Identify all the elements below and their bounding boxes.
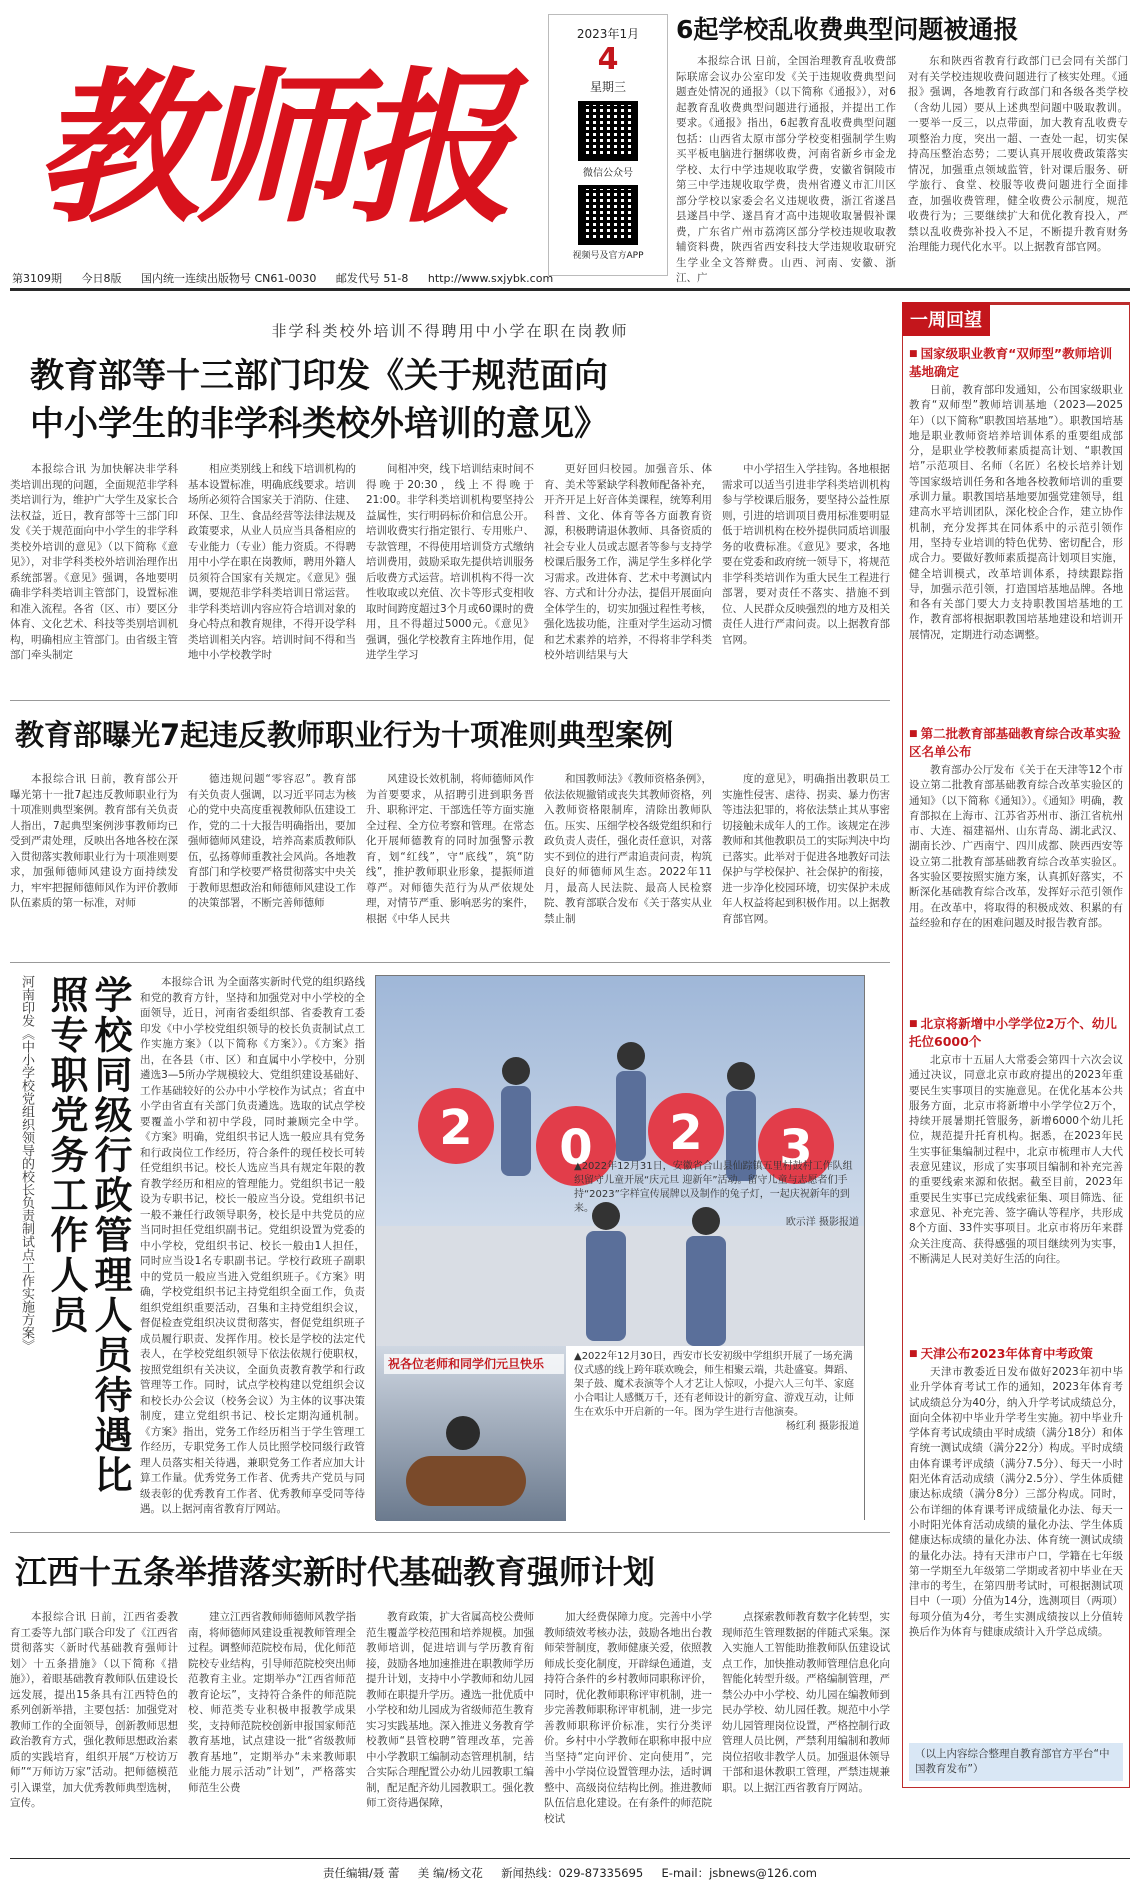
footer-email[interactable]: E-mail：jsbnews@126.com <box>661 1866 818 1880</box>
photo-caption-1-block <box>574 1160 859 1230</box>
date-box <box>548 14 668 276</box>
jiangxi-col5: 点探索教师教育数字化转型，实现师范生管理数据的伴随式采集。深入实施人工智能助推教师队伍建设试点工作，加快推动教师管理信息化向智能化转型升级。严格编制管理，严禁公办中小学校、幼儿园在编教师到民办学校、幼儿园任教。规范中小学幼儿园管理岗位设置，严格控制行政管理人员比例，严禁利用编制和教师岗位招收非教学人员。加强退休领导干部和退休教职工管理，严禁违规兼职。以上据江西省教育厅网站。 <box>722 1611 890 1794</box>
divider <box>10 962 890 963</box>
photo-block <box>375 975 865 1520</box>
footer-designer: 美 编/杨文花 <box>417 1866 483 1880</box>
top-story-col1: 本报综合讯 日前，全国治理教育乱收费部际联席会议办公室印发《关于违规收费典型问题查处情况的通报》（以下简称《通报》），对6起教育乱收费典型问题进行通报，并提出工作要求。《通报》指出，6起教育乱收费典型问题包括：山西省太原市部分学校变相强制学生购买平板电脑进行捆绑收费，河南省新乡市金龙学校、太行中学违规收取学费，安徽省铜陵市第三中学违规收取学费，贵州省遵义市汇川区部分学校以家委会名义违规收费，浙江省遂昌县遂昌中学、遂昌育才高中违规收取暑假补课费，广东省广州市荔湾区部分学校违规收取教辅资料费，陕西省西安科技大学违规收取研究生学业全文答辩费。山西、河南、安徽、浙江、广 <box>676 55 896 284</box>
training-col5: 中小学招生入学挂钩。各地根据需求可以适当引进非学科类培训机构参与学校课后服务，要坚持公益性原则，引进的培训项目费用标准要明显低于培训机构在校外提供同质培训服务的收费标准。《意见》要求，各地要在党委和政府统一领导下，将规范非学科类培训作为重大民生工程进行部署，要对责任不落实、措施不到位、人民群众反映强烈的地方及相关责任人进行严肃问责。以上据教育部官网。 <box>722 463 890 646</box>
training-col2: 相应类别线上和线下培训机构的基本设置标准，明确底线要求。培训场所必须符合国家关于消防、住建、环保、卫生、食品经营等法律法规及政策要求，从业人员应当具备相应的专业能力（专业）能力资质。不得聘用中小学在职在岗教师，聘用外籍人员须符合国家有关规定。《意见》强调，要规范非学科类培训日常运营。非学科类培训内容应符合培训对象的身心特点和教育规律，不得开设学科类培训相关内容。培训时间不得和当地中小学校教学时 <box>188 463 356 661</box>
app-qr-code[interactable] <box>578 185 638 245</box>
sidebar-item <box>903 1339 1129 1724</box>
svg-text:2: 2 <box>439 1100 473 1156</box>
teachers-col5: 度的意见》，明确指出教职员工实施性侵害、虐待、拐卖、暴力伤害等违法犯罪的，将依法禁止其从事密切接触未成年人的工作。该规定在涉教师和其他教职员工的实际判决中均已落实。此举对于促进各地教好司法保护与学校保护、社会保护的衔接，进一步净化校园环境，切实保护未成年人权益将起到积极作用。以上据教育部官网。 <box>722 773 890 925</box>
training-kicker: 非学科类校外培训不得聘用中小学在职在岗教师 <box>271 322 629 340</box>
cn-number: 国内统一连续出版物号 CN61-0030 <box>141 272 317 285</box>
jiangxi-col4: 加大经费保障力度。完善中小学教师绩效考核办法，鼓励各地出台教师荣誉制度，教师健康关爱，依照教师成长变化制度，开辟绿色通道，支持符合条件的乡村教师同职称评价，同时，优化教师职称评审机制，进一步完善教师职称评审机制，进一步完善教师职称评价标准，实行分类评价。乡村中小学教师在职称申报中应当坚持“定向评价、定向使用”，完善中小学岗位设置管理办法，适时调整中、高级岗位结构比例。推进教师队伍信息化建设。在有条件的师范院校试 <box>544 1611 712 1825</box>
footer-rule <box>10 1858 1130 1859</box>
student-head <box>446 1416 480 1450</box>
photo-credit-1: 欧示洋 摄影报道 <box>785 1217 859 1228</box>
issue-number: 第3109期 <box>12 272 62 285</box>
divider <box>10 1532 890 1533</box>
sidebar-item-text: 日前，教育部印发通知，公布国家级职业教育“双师型”教师培训基地（2023—2025年）（以下简称“职教国培基地”）。职教国培基地是职业教师资培养培训体系的重要组成部分，是职业学校教师素质提高计划、“职教国培”示范项目、名师（名匠）名校长培养计划等国家级培训任务和各地各校教师培训的重要承训力量。职教国培基地要加强党建领导，组建高水平培训团队，深化校企合作，建立协作机制，充分发挥其在同体系中的示范引领作用，坚持专业培训的特色优势、密切配合，形成合力。要做好教师素质提高计划项目实施，健全培训模式，改革培训体系，持续跟踪指导，加强示范引领，打造国培基地品牌。各地和各有关部门要大力支持职教国培基地的工作，教育部将根据职教国培基地建设和培训开展情况，定期进行动态调整。 <box>909 384 1123 641</box>
sidebar-item-title[interactable]: ■ 北京将新增中小学学位2万个、幼儿托位6000个 <box>903 1009 1129 1053</box>
date-year-month: 2023年1月 <box>576 27 640 41</box>
jiangxi-headline: 江西十五条举措落实新时代基础教育强师计划 <box>15 1553 656 1591</box>
teachers-headline: 教育部曝光7起违反教师职业行为十项准则典型案例 <box>15 718 674 752</box>
top-story <box>676 14 1131 284</box>
sidebar-source-note: （以上内容综合整理自教育部官方平台“中国教育发布”） <box>909 1743 1123 1781</box>
photo-credit-2: 杨红利 摄影报道 <box>785 1421 859 1432</box>
new-year-banner: 祝各位老师和同学们元旦快乐 <box>384 1354 564 1374</box>
guitar-student-photo <box>376 1346 566 1521</box>
newspaper-logo: 教师报 <box>34 50 506 245</box>
teachers-col3: 风建设长效机制，将师德师风作为首要要求，从招聘引进到职务晋升、职称评定、干部选任等方面实施全过程、全方位考察和管理。在常态化开展师德教育的同时加强警示教育，划“红线”，守“底线”，筑“防线”，推护教师职业形象，提振师道尊严。对师德失范行为从严依规处理，对情节严重、影响恶劣的案件，根据《中华人民共 <box>366 773 534 925</box>
photo-caption-2-block <box>574 1350 859 1434</box>
sidebar-item <box>903 1009 1129 1339</box>
training-headline: 教育部等十三部门印发《关于规范面向 中小学生的非学科类校外培训的意见》 <box>30 356 608 444</box>
guitar-photo-area <box>376 1161 864 1521</box>
teachers-col1: 本报综合讯 日前，教育部公开曝光第十一批7起违反教师职业行为十项准则典型案例。教育部有关负责人指出，7起典型案例涉事教师均已受到严肃处理，反映出各地各校在深入贯彻落实教师职业行为十项准则要求，加强师德师风建设方面持续发力，牢牢把握师德师风作为评价教师队伍素质的第一标准，对师 <box>10 773 178 909</box>
training-body <box>10 462 890 684</box>
sidebar-item-text: 教育部办公厅发布《关于在天津等12个市设立第二批教育部基础教育综合改革实验区的通知》（以下简称《通知》）。《通知》明确，教育部拟在上海市、江苏省苏州市、浙江省杭州市、大连、福建福州、山东青岛、湖北武汉、湖南长沙、广西南宁、四川成都、陕西西安等设立第二批教育部基础教育综合改革实验区。各实验区要按照实施方案，认真抓好落实，不断深化基础教育综合改革，发挥好示范引领作用。在改革中，将取得的积极成效、积累的有益经验和存在的困难问题及时报告教育部。 <box>909 764 1123 929</box>
qr1-label: 微信公众号 <box>583 168 633 179</box>
footer-hotline: 新闻热线：029-87335695 <box>501 1866 644 1880</box>
top-story-col2: 东和陕西省教育行政部门已会同有关部门对有关学校违规收费问题进行了核实处理。《通报》强调，各地教育行政部门和各级各类学校（含幼儿园）要从上述典型问题中吸取教训。一要举一反三，以点带面，加大教育乱收费专项整治力度，突出一超、一查处一起，切实保持高压整治态势；二要认真开展收费政策落实情况，加强重点领域监管，针对课后服务、研学旅行、食堂、校服等收费问题进行全面排查，加强收费管理，健全收费公示制度，规范收费行为；三要继续扩大和优化教育投入，严禁以乱收费弥补投入不足，不断提升教育财务治理能力现代化水平。以上据教育部官网。 <box>908 55 1128 253</box>
website-link[interactable]: http://www.sxjybk.com <box>427 272 554 285</box>
page-count: 今日8版 <box>81 272 122 285</box>
jiangxi-body <box>10 1610 890 1850</box>
sidebar-item-title[interactable]: ■ 天津公布2023年体育中考政策 <box>903 1339 1129 1365</box>
weekday: 星期三 <box>589 80 626 94</box>
svg-text:2: 2 <box>669 1105 703 1161</box>
footer-editor: 责任编辑/聂 蕾 <box>322 1866 400 1880</box>
teachers-body <box>10 772 890 952</box>
training-col1: 本报综合讯 为加快解决非学科类培训出现的问题，全面规范非学科类培训行为，维护广大学生及家长合法权益，近日，教育部等十三部门印发《关于规范面向中小学生的非学科类校外培训的意见》（以下简称《意见》），对非学科类校外培训治理作出系统部署。《意见》强调，各地要明确非学科类培训主管部门，设置标准和准入流程。各省（区、市）要区分体育、文化艺术、科技等类别培训机构，明确相应主管部门。由省级主管部门牵头制定 <box>10 463 178 661</box>
sidebar-tab-label: 一周回望 <box>902 302 990 336</box>
henan-body: 本报综合讯 为全面落实新时代党的组织路线和党的教育方针，坚持和加强党对中小学校的全面领导，近日，河南省委组织部、省委教育工委印发《中小学校党组织领导的校长负责制试点工作实施方案》（以下简称《方案》）。《方案》指出，在各县（市、区）和直属中小学校中，分别遴选3—5所办学规模较大、党组织建设基础好、工作基础较好的公办中小学校作为试点；省直中小学由省直有关部门负责遴选。选取的试点学校要覆盖小学和初中学段，同时兼顾完全中学。《方案》明确，党组织书记人选一般应具有党务和行政岗位工作经历，符合条件的现任校长可转任党组织书记。校长人选应当具有规定年限的教育教学经历和相应的管理能力。党组织书记一般设为专职书记，校长一般应当分设。党组织书记一般不兼任行政领导职务，校长是中共党员的应当同时担任党组织副书记。党组织设置为党委的中小学校，党组织书记、校长一般由1人担任，同时应当设1名专职副书记。学校行政班子副职中的党员一般应当进入党组织班子。《方案》明确，学校党组织书记主持党组织全面工作，负责组织党组织重要活动，召集和主持党组织会议，督促检查党组织决议贯彻落实，督促党组织班子成员履行职责、发挥作用。校长是学校的法定代表人，在学校党组织领导下依法依规行使职权，按照党组织有关决议，全面负责教育教学和行政管理等工作。同时，试点学校构建以党组织会议和校长办公会议（校务会议）为主体的议事决策制度，建立党组织书记、校长定期沟通机制。《方案》指出，党务工作经历相当于学生管理工作经历，专职党务工作人员比照学校同级行政管理人员落实相关待遇，兼职党务工作者应加大计算工作量。优秀党务工作者、优秀共产党员与同级表彰的优秀教育工作者、优秀教师享受同等待遇。以上据河南省教育厅网站。 <box>140 976 365 1515</box>
photo-caption-1: ▲2022年12月31日，安徽省合山县仙踪镇五里村鼓村工作队组织留守儿童开展“庆元旦 迎新年”活动。留守儿童与志愿者们手持“2023”字样宣传展牌以及制作的兔子灯，一起庆祝新年的到来。 <box>574 1161 853 1214</box>
sidebar-item-title[interactable]: ■ 第二批教育部基础教育综合改革实验区名单公布 <box>903 719 1129 763</box>
top-story-headline: 6起学校乱收费典型问题被通报 <box>676 15 1019 44</box>
footer <box>0 1865 1140 1890</box>
jiangxi-col1: 本报综合讯 日前，江西省委教育工委等九部门联合印发了《江西省贯彻落实〈新时代基础教育强师计划〉十五条措施》（以下简称《措施》），着眼基础教育教师队伍建设长远发展，提出15条具有江西特色的系列创新举措，主要包括：加强党对教师工作的全面领导，创新教师思想政治教育方式，强化教师思想政治素质的实践培育，组织开展“万校访万师”“万师访万家”活动。把师德模范引入课堂，加大优秀教师典型选树，宣传。 <box>10 1611 178 1809</box>
photo-caption-2: ▲2022年12月30日，西安市长安初级中学组织开展了一场充满仪式感的线上跨年联欢晚会，师生相聚云端，共赴盛宴。舞蹈、架子鼓、魔术表演等个人才艺让人惊叹，小提六人三句半、家庭小合唱让人感慨万千，还有老师设计的新穷盒、游戏互动，让师生在欢乐中开启新的一年。图为学生进行吉他演奏。 <box>574 1351 854 1418</box>
jiangxi-col2: 建立江西省教师师德师风教学指南，将师德师风建设重视教师管理全过程。调整师范院校布局，优化师范院校专业结构，引导师范院校突出师范教育主业。定期举办“江西省师范教育论坛”，支持符合条件的师范院校、师范类专业积极申报教学成果奖，支持师范院校创新申报国家师范教育基地，试点建设一批“省级教师教育基地”，定期举办“未来教师职业能力展示活动”计划”，严格落实师范生公费 <box>188 1611 356 1794</box>
sidebar-item-text: 北京市十五届人大常委会第四十六次会议通过决议，同意北京市政府提出的2023年重要民生实事项目的实施意见。在优化基本公共服务方面，北京市将新增中小学学位2万个，持续开展暑期托管服务，新增6000个幼儿托位，规范提升托育机构。据悉，在2023年民生实事征集编制过程中，北京市梳理市人大代表意见建议，形成了实事项目编制和补充完善的重要线索来源和依据。截至目前，2023年重要民生实事已完成线索征集、项目筛选、征求意见、补充完善、签字确认等程序，共形成8个方面、33件实事项目。北京市将历年来群众关注度高、获得感强的项目继续列为实事，不断满足人民对美好生活的向往。 <box>909 1054 1123 1265</box>
training-col3: 间相冲突，线下培训结束时间不得晚于20:30，线上不得晚于21:00。非学科类培训机构要坚持公益属性，实行明码标价和信息公开。培训收费实行指定银行、专用账户、专款管理，不得使用培训贷方式缴纳培训费用，鼓励采取先提供培训服务后收费方式运营。培训机构不得一次性收取或以充值、次卡等形式变相收取时间跨度超过3个月或60课时的费用，且不得超过5000元。《意见》强调，强化学校教育主阵地作用，促进学生学习 <box>366 463 534 661</box>
wechat-qr-code[interactable] <box>578 101 638 161</box>
jiangxi-col3: 教育政策，扩大省属高校公费师范生覆盖学校范围和培养规模。加强教师培训，促进培训与学历教育衔接，鼓励各地加速推进在职教师学历提升计划，支持中小学教师和幼儿园教师在职提升学历。遴选一批优质中小学校和幼儿园成为省级师范生教育实习实践基地。深入推进义务教育学校教师“县管校聘”管理改革，完善中小学教职工编制动态管理机制，结合实际合理配置公办幼儿园教职工编制，配足配齐幼儿园教职工。强化教师工资待遇保障， <box>366 1611 534 1809</box>
issue-info-line <box>12 270 1122 286</box>
guitar-icon <box>406 1456 526 1506</box>
masthead-rule <box>10 288 1130 291</box>
teachers-col2: 德违规问题“零容忍”。教育部有关负责人强调，以习近平同志为核心的党中央高度重视教师队伍建设工作，党的二十大报告明确指出，要加强师德师风建设，培养高素质教师队伍，弘扬尊师重教社会风尚。各地教育部门和学校要严格贯彻落实中央关于教师思想政治和师德师风建设工作的决策部署，不断完善师德师 <box>188 773 356 909</box>
training-col4: 更好回归校园。加强音乐、体育、美术等紧缺学科教师配备补充，开齐开足上好音体美课程，统筹利用科普、文化、体育等各方面教育资源，积极聘请退休教师、具备资质的社会专业人员或志愿者等参与支持学校课后服务工作，满足学生多样化学习需求。改进体育、艺术中考测试内容、方式和计分办法，提倡开展面向全体学生的，切实加强过程性考核，强化选拔功能，注重对学生运动习惯和艺术素养的培养，不得将非学科类校外培训结果与大 <box>544 463 712 661</box>
sidebar-tab <box>902 302 990 336</box>
svg-text:0: 0 <box>559 1120 593 1176</box>
teachers-col4: 和国教师法》《教师资格条例》，依法依规撤销或丧失其教师资格，列入教师资格限制库，清除出教师队伍。压实、压细学校各级党组织和行政负责人责任，强化责任意识，对落实不到位的进行严肃追责问责，构筑良好的师德师风生态。2022年11月，最高人民法院、最高人民检察院、教育部联合发布《关于落实从业禁止制 <box>544 773 712 925</box>
henan-headline: 学校同级行政管理人员待遇比照专职党务工作人员 <box>44 975 132 1495</box>
svg-text:3: 3 <box>779 1120 813 1176</box>
sidebar-item-title[interactable]: ■ 国家级职业教育“双师型”教师培训基地确定 <box>903 339 1129 383</box>
sidebar-item-text: 天津市教委近日发布做好2023年初中毕业升学体育考试工作的通知，2023年体育考试成绩总分为40分，纳入升学考试成绩总分，面向全体初中毕业升学考生实施。初中毕业升学体育考试成绩由平时成绩（满分18分）和体育统一测试成绩（满分22分）构成。平时成绩由体育课考评成绩（满分7.5分）、每天一小时阳光体育活动成绩（满分2.5分）、学生体质健康达标成绩（满分8分）三部分构成。同时，公布详细的体育课考评成绩量化办法、每天一小时阳光体育活动成绩的量化办法、学生体质健康达标成绩的量化办法、体育统一测试成绩的量化办法。持有天津市户口，学籍在七年级第一学期至九年级第二学期或者初中毕业在天津市的考生，在第四册考试时，可根据测试项目中（一项）分值为14分，选测项目（两项）每项分值为4分，考生实测成绩按以上分值转换后作为体育与健康成绩计入升学总成绩。 <box>909 1366 1123 1639</box>
sidebar-item <box>903 339 1129 719</box>
qr2-label: 视频号及官方APP <box>572 251 644 261</box>
postal-code: 邮发代号 51-8 <box>335 272 409 285</box>
sidebar-item <box>903 719 1129 1009</box>
date-day: 4 <box>597 42 619 77</box>
week-review-sidebar <box>902 302 1130 1788</box>
henan-subhead: 河南印发《中小学校党组织领导的校长负责制试点工作实施方案》 <box>19 975 34 1352</box>
divider <box>10 700 890 701</box>
